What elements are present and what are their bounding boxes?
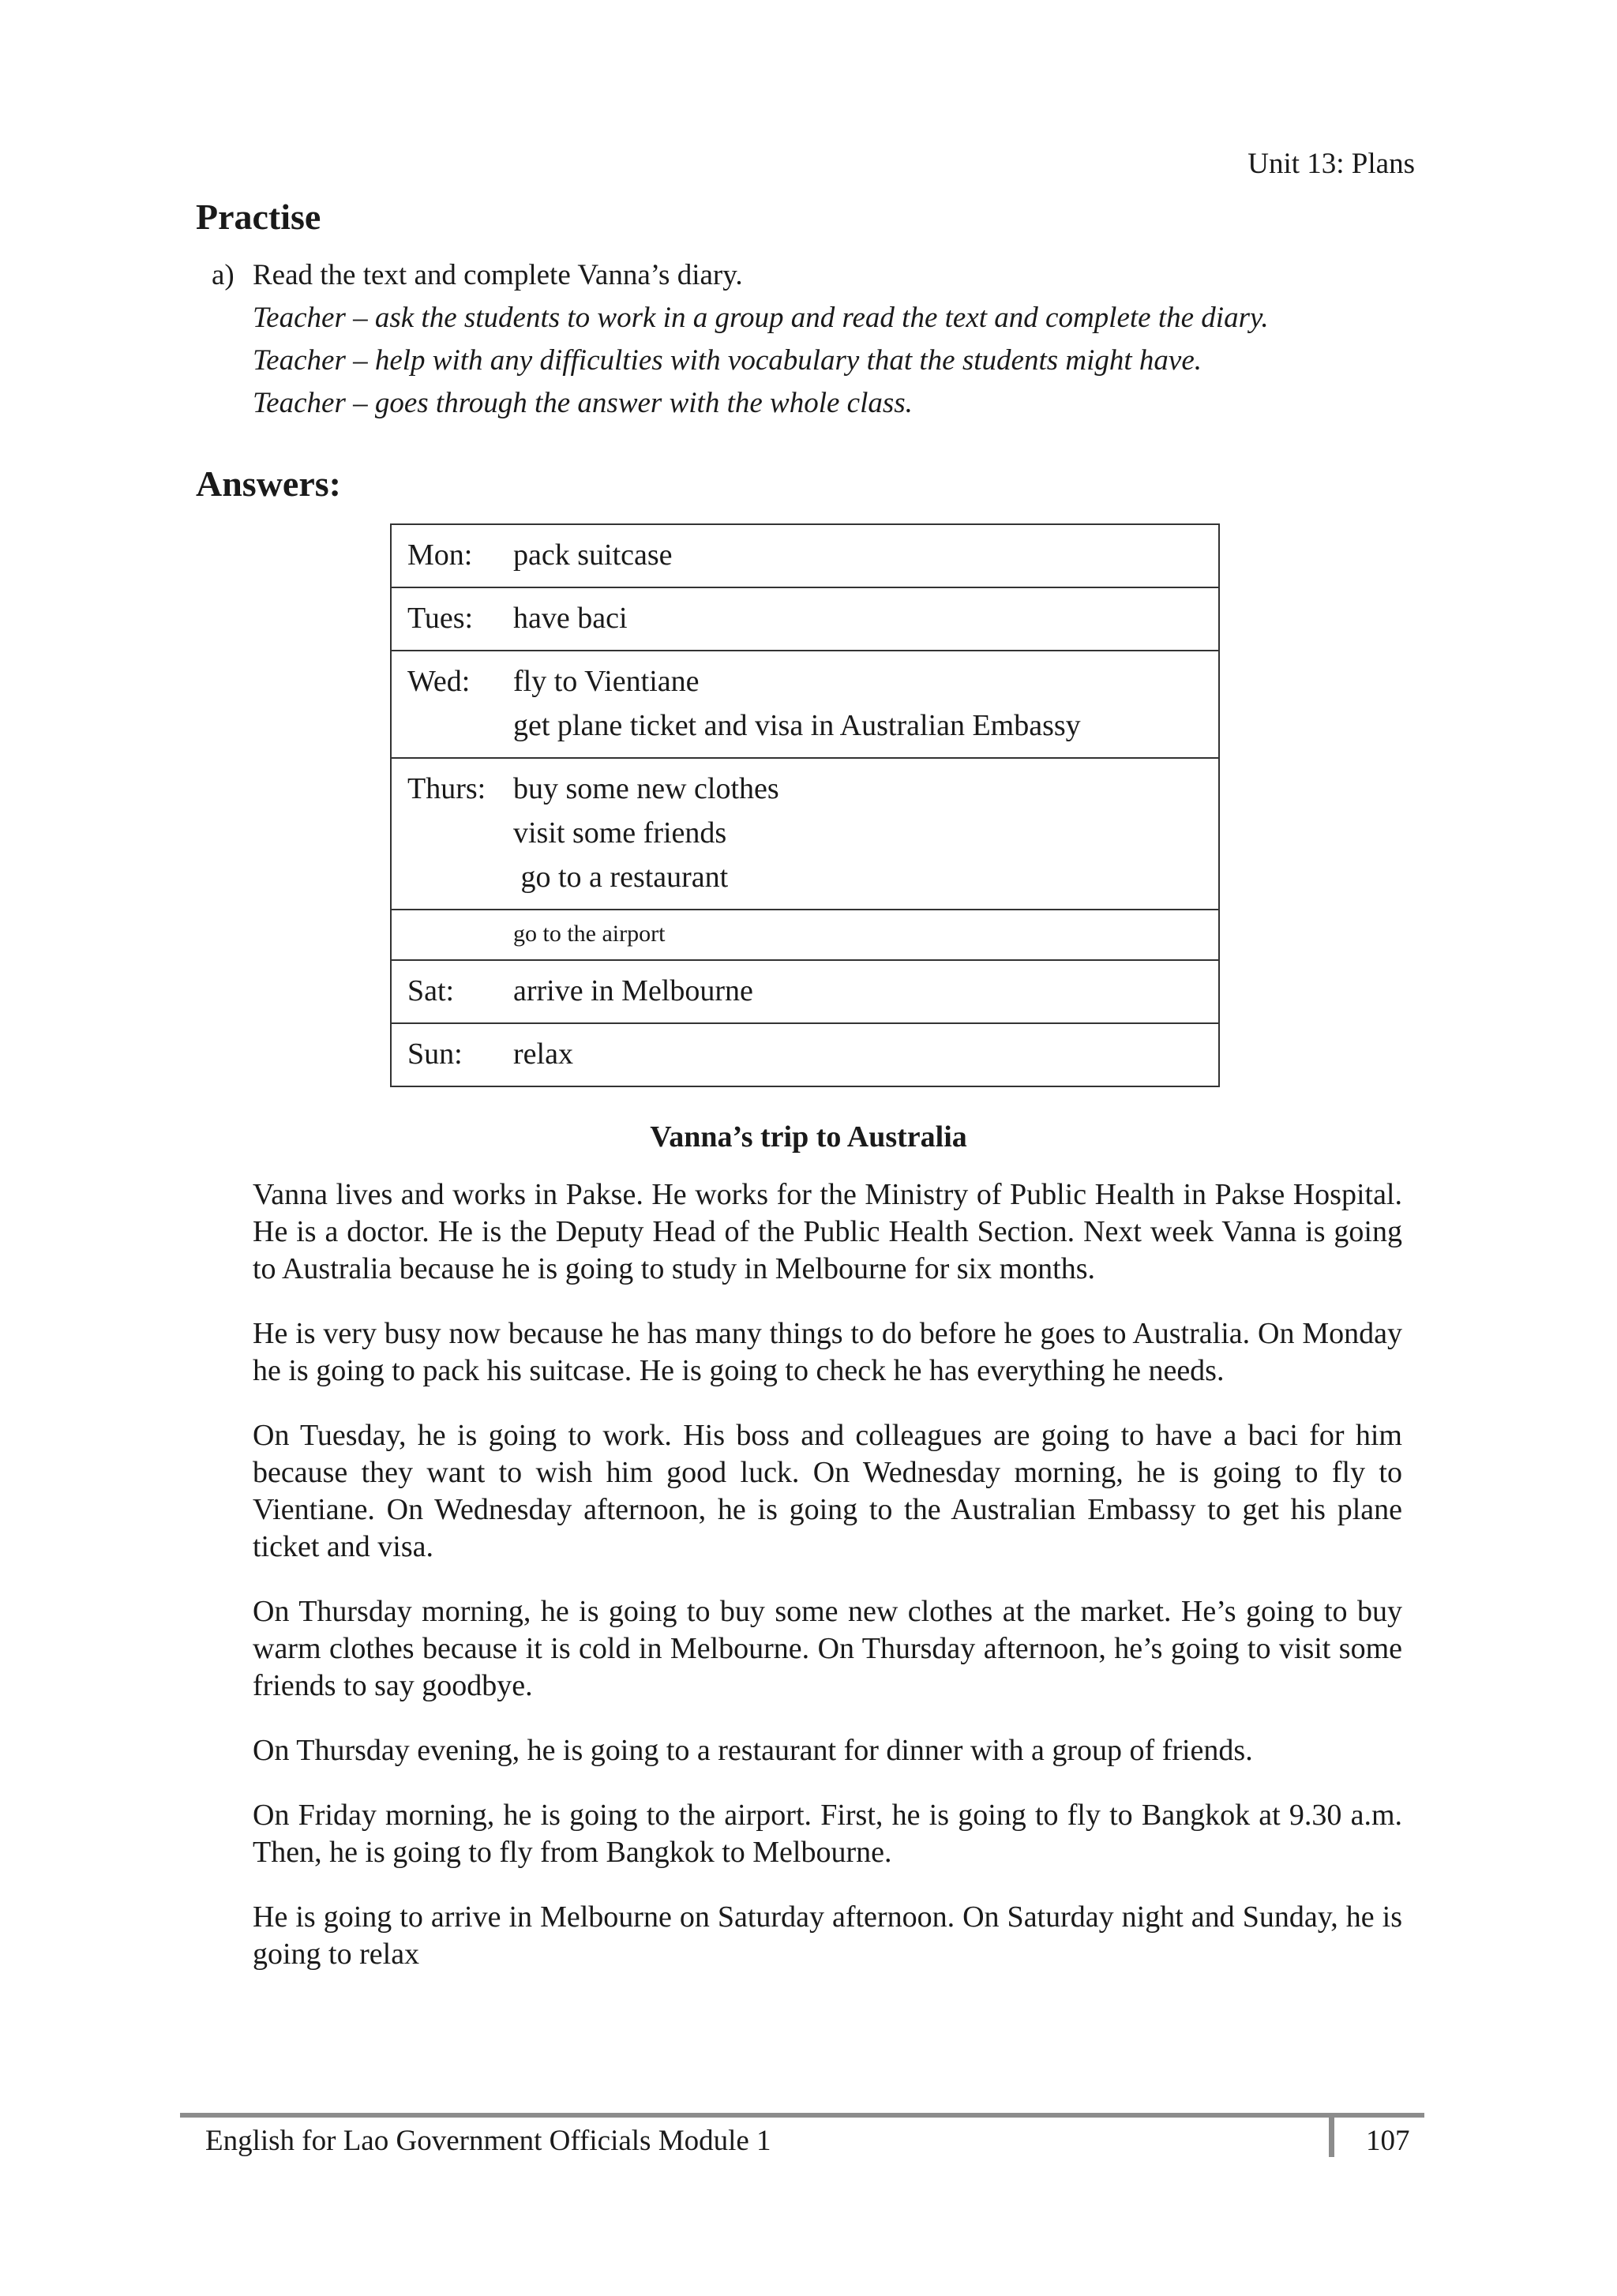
- diary-line: [392, 767, 1218, 811]
- story-paragraph: He is very busy now because he has many things to do before he goes to Australia. On Monday he is going to pack his suitcase. He is going to check he has everything he needs.: [253, 1317, 1402, 1387]
- instructions: [212, 254, 1428, 425]
- diary-line: [392, 969, 1218, 1013]
- practise-heading: Practise: [196, 197, 321, 237]
- story-paragraph: On Thursday evening, he is going to a restaurant for dinner with a group of friends.: [253, 1734, 1253, 1767]
- running-header: Unit 13: Plans: [1247, 148, 1415, 180]
- diary-line: [392, 596, 1218, 640]
- story-paragraph: On Thursday morning, he is going to buy some new clothes at the market. He’s going to buy warm clothes because it is cold in Melbourne. On Thursday afternoon, he’s going to visit some friends to say goodbye.: [253, 1595, 1402, 1702]
- diary-activity: go to the airport: [513, 921, 666, 947]
- diary-activity: visit some friends: [513, 816, 727, 850]
- diary-line: [392, 855, 1218, 899]
- diary-day: Sun:: [407, 1037, 463, 1071]
- diary-row: [392, 757, 1218, 909]
- diary-activity: fly to Vientiane: [513, 665, 700, 698]
- diary-day: Tues:: [407, 602, 474, 635]
- teacher-note: Teacher – help with any difficulties with vocabulary that the students might have.: [253, 344, 1202, 377]
- diary-activity: pack suitcase: [513, 538, 673, 572]
- diary-line: [392, 659, 1218, 703]
- diary-row: [392, 959, 1218, 1022]
- diary-row: [392, 909, 1218, 959]
- teacher-note: Teacher – goes through the answer with the whole class.: [253, 387, 913, 419]
- diary-row: [392, 1022, 1218, 1086]
- task-line: [212, 254, 1428, 297]
- diary-day: Thurs:: [407, 772, 486, 805]
- footer-title: English for Lao Government Officials Module 1: [205, 2125, 771, 2157]
- diary-activity: have baci: [513, 602, 628, 635]
- story-text: [253, 1176, 1402, 2001]
- diary-activity: arrive in Melbourne: [513, 974, 753, 1007]
- answers-heading: Answers:: [196, 463, 341, 504]
- diary-table: [390, 523, 1220, 1087]
- diary-line: [392, 811, 1218, 855]
- diary-line: [392, 918, 1218, 950]
- story-paragraph: Vanna lives and works in Pakse. He works for the Ministry of Public Health in Pakse Hospital. He is a doctor. He is the Deputy Head of the Public Health Section. Next week Vanna is going to Australia because he is going to study in Melbourne for six months.: [253, 1178, 1402, 1285]
- story-paragraph: He is going to arrive in Melbourne on Saturday afternoon. On Saturday night and Sunday, he is going to relax: [253, 1900, 1402, 1971]
- diary-day: Mon:: [407, 538, 473, 572]
- story-paragraph: On Tuesday, he is going to work. His boss and colleagues are going to have a baci for him because they want to wish him good luck. On Wednesday morning, he is going to fly to Vientiane. On Wednesday afternoon, he is going to the Australian Embassy to get his plane ticket and visa.: [253, 1419, 1402, 1563]
- diary-line: [392, 703, 1218, 748]
- diary-day: Sat:: [407, 974, 455, 1007]
- story-title: Vanna’s trip to Australia: [650, 1120, 967, 1154]
- teacher-note: Teacher – ask the students to work in a group and read the text and complete the diary.: [253, 302, 1269, 334]
- page-number: 107: [1366, 2125, 1410, 2157]
- task-letter: a): [212, 259, 234, 291]
- diary-row: [392, 650, 1218, 757]
- diary-activity: get plane ticket and visa in Australian Embassy: [513, 709, 1081, 742]
- diary-activity: buy some new clothes: [513, 772, 779, 805]
- footer-divider: [1329, 2113, 1334, 2157]
- diary-day: Wed:: [407, 665, 471, 698]
- diary-line: [392, 1032, 1218, 1076]
- diary-row: [392, 587, 1218, 650]
- footer-rule: [180, 2113, 1424, 2118]
- story-paragraph: On Friday morning, he is going to the airport. First, he is going to fly to Bangkok at 9.30 a.m. Then, he is going to fly from Bangkok to Melbourne.: [253, 1799, 1402, 1869]
- diary-row: [392, 525, 1218, 587]
- diary-line: [392, 533, 1218, 577]
- task-text: Read the text and complete Vanna’s diary.: [253, 259, 743, 291]
- diary-activity: relax: [513, 1037, 573, 1071]
- diary-activity: go to a restaurant: [513, 861, 729, 894]
